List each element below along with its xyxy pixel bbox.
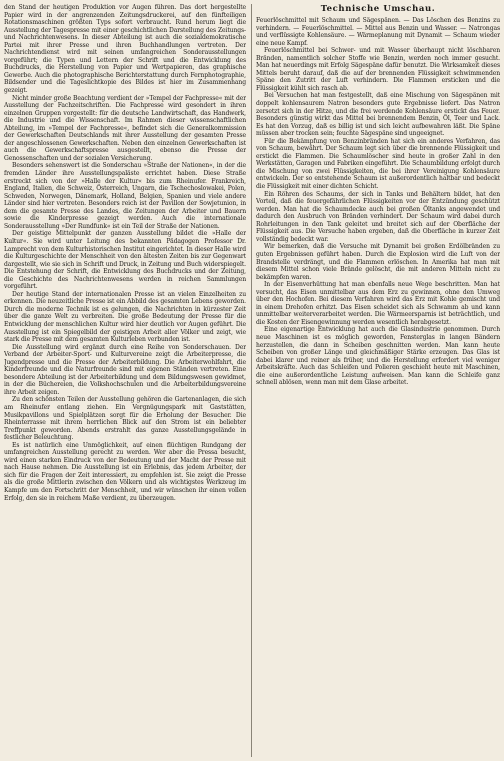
right-paragraph-4: Für die Bekämpfung von Benzinbränden hat sich ein anderes Verfahren, das von Schaum, bewährt. Der Schaum legt sich über die brennende Flüssigkeit und erstickt die Flammen. Die Schaumlöscher sind heute in großer Zahl in den Werkstätten, Garagen und Fabriken eingeführt. Die Schaumbildung erfolgt durch die Mischung von zwei Flüssigkeiten, die bei ihrer Vereinigung Kohlensäure entwickeln. Der so entstehende Schaum ist außerordentlich haltbar und bedeckt die Flüssigkeit mit einer dichten Schicht. [256, 137, 500, 191]
left-paragraph-2: Nicht minder große Beachtung verdient der »Tempel der Fachpresse« mit der Ausstellung der Fachzeitschriften. Die Fachpresse wird gesondert in ihren einzelnen Gruppen vorgestellt: für die deutsche Landwirtschaft, das Handwerk, die Industrie und die Wissenschaft. Im Rahmen dieser wissenschaftlichen Abteilung, im »Tempel der Fachpresse«, befindet sich die Generalkommission der Gewerkschaften Deutschlands mit ihrer Ausstellung der gesamten Presse der angeschlossenen Gewerkschaften. Neben den einzelnen Gewerkschaften ist auch die Gewerkschaftspresse ausgestellt, ebenso die Presse der Genossenschaften und der sozialen Versicherung. [4, 94, 246, 162]
left-paragraph-6: Die Ausstellung wird ergänzt durch eine Reihe von Sonderschauen. Der Verband der Arbeiter-Sport- und Kulturvereine zeigt die Arbeiterpresse, die Jugendpresse und die Presse der Arbeiterbildung. Die Arbeiterwohlfahrt, die Kinderfreunde und die Naturfreunde sind mit eigenen Ständen vertreten. Eine besondere Abteilung ist der Arbeiterbildung und dem Bildungswesen gewidmet, in der die Büchereien, die Volkshochschulen und die Arbeiterbildungsvereine ihre Arbeit zeigen. [4, 343, 246, 396]
left-column [4, 4, 246, 759]
right-paragraph-8: Eine eigenartige Entwicklung hat auch die Glasindustrie genommen. Durch neue Maschinen ist es möglich geworden, Fensterglas in langen Bändern herzustellen, die dann in Scheiben geschnitten werden. Man kann heute Scheiben von großer Länge und gleichmäßiger Stärke erzeugen. Das Glas ist dabei klarer und reiner als früher, und die Herstellung erfordert viel weniger Arbeitskräfte. Auch das Schleifen und Polieren geschieht heute mit Maschinen, die eine außerordentliche Leistung aufweisen. Man kann die Schleife ganz schnell ablösen, wenn man mit dem Glase arbeitet. [256, 326, 500, 387]
left-paragraph-8: Es ist natürlich eine Unmöglichkeit, auf einen flüchtigen Rundgang der umfangreichen Ausstellung gerecht zu werden. Wer aber die Pressa besucht, wird einen starken Eindruck von der Bedeutung und der Macht der Presse mit nach Hause nehmen. Die Ausstellung ist ein Erlebnis, das jedem Arbeiter, der sich für die Fragen der Zeit interessiert, zu empfehlen ist. Sie zeigt die Presse als die große Mittlerin zwischen den Völkern und als wichtigstes Werkzeug im Kampfe um den Fortschritt der Menschheit, und wir wünschen ihr einen vollen Erfolg, den sie in reichem Maße verdient, zu überzeugen. [4, 441, 246, 502]
left-paragraph-5: Der heutige Stand der internationalen Presse ist an vielen Einzelheiten zu erkennen. Die neuzeitliche Presse ist ein Abbild des gesamten Lebens geworden. Durch die moderne Technik ist es gelungen, die Nachrichten in kürzester Zeit über die ganze Welt zu verbreiten. Die große Bedeutung der Presse für die Entwicklung der menschlichen Kultur wird hier deutlich vor Augen geführt. Die Ausstellung ist ein Spiegelbild der geistigen Arbeit aller Völker und zeigt, wie stark die Presse mit dem gesamten Kulturleben verbunden ist. [4, 290, 246, 344]
section-title: Technische Umschau. [320, 4, 436, 14]
right-paragraph-2: Feuerlöschmittel bei Schwer- und mit Wasser überhaupt nicht löschbaren Bränden, namentlich solcher Stoffe wie Benzin, werden noch immer gesucht. Man hat neuerdings mit Erfolg Sägespäne dafür benutzt. Die Wirksamkeit dieses Mittels beruht darauf, daß die auf der brennenden Flüssigkeit schwimmenden Späne den Zutritt der Luft verhindern. Die Flammen ersticken und die Flüssigkeit kühlt sich rasch ab. [256, 47, 500, 92]
left-paragraph-1: den Stand der heutigen Produktion vor Augen führen. Das dort hergestellte Papier wird in der angrenzenden Zeitungsdruckerei, auf den fünfteiligen Rotationsmaschinen größten Typs sofort verbraucht. Rund herum liegt die Ausstellung der Tagespresse mit einer geschichtlichen Darstellung des Zeitungs- und Nachrichtenwesens. In dieser Abteilung ist auch die sozialdemokratische Partei mit ihrer Presse und ihren Buchhandlungen vertreten. Der Nachrichtendienst wird mit seinen umfangreichen Sonderausstellungen vorgeführt; die Typen und Lettern der Schrift und die Entwicklung des Buchdrucks, die Herstellung von Papier und Wertpapieren, das graphische Gewerbe. Auch die photographische Berichterstattung durch Fernphotographie, Bildsender und die Tageslichtkopie des Bildes ist hier im Zusammenhang gezeigt. [4, 4, 246, 95]
right-paragraph-7: In der Eisenverhüttung hat man ebenfalls neue Wege beschritten. Man hat versucht, das Eisen unmittelbar aus dem Erz zu gewinnen, ohne den Umweg über den Hochofen. Bei diesem Verfahren wird das Erz mit Kohle gemischt und in einem Drehofen erhitzt. Das Eisen scheidet sich als Schwamm ab und kann unmittelbar weiterverarbeitet werden. Die Wärmeersparnis ist beträchtlich, und die Kosten der Eisengewinnung werden wesentlich herabgesetzt. [256, 281, 500, 326]
left-paragraph-3: Besonders sehenswert ist die Sonderschau »Straße der Nationen«, in der die fremden Länder ihre Ausstellungspaläste errichtet haben. Diese Straße erstreckt sich von der »Halle der Kultur« bis zum Rheinufer. Frankreich, England, Italien, die Schweiz, Österreich, Ungarn, die Tschechoslowakei, Polen, Schweden, Norwegen, Dänemark, Holland, Belgien, Spanien und viele andere Länder sind hier vertreten. Besonders reich ist der Pavillon der Sowjetunion, in dem die gesamte Presse des Landes, die Zeitungen der Arbeiter und Bauern sowie die Kinderpresse gezeigt werden. Auch die internationale Sonderausstellung »Der Rundfunk« ist ein Teil der Straße der Nationen. [4, 162, 246, 230]
right-paragraph-5: Ein Röhren des Schaums, der sich in Tanks und Behältern bildet, hat den Vorteil, daß die feuergefährlichen Flüssigkeiten vor der Entzündung geschützt werden. Man hat die Schaumdecke auch bei großen Öltanks angewendet und dadurch den Ausbruch von Bränden verhindert. Der Schaum wird dabei durch Rohrleitungen in den Tank geleitet und breitet sich auf der Oberfläche der Flüssigkeit aus. Die Versuche haben ergeben, daß die Oberfläche in kurzer Zeit vollständig bedeckt war. [256, 190, 500, 243]
right-column [256, 4, 500, 759]
left-paragraph-7: Zu den schönsten Teilen der Ausstellung gehören die Gartenanlagen, die sich am Rheinufer entlang ziehen. Ein Vergnügungspark mit Gaststätten, Musikpavillons und Spielplätzen sorgt für die Erholung der Besucher. Die Rheinterrasse mit ihrem herrlichen Blick auf den Strom ist ein beliebter Treffpunkt geworden. Abends erstrahlt das ganze Ausstellungsgelände in festlicher Beleuchtung. [4, 396, 246, 442]
right-paragraph-3: Bei Versuchen hat man festgestellt, daß eine Mischung von Sägespänen mit doppelt kohlensaurem Natron besonders gute Ergebnisse liefert. Das Natron zersetzt sich in der Hitze, und die frei werdende Kohlensäure erstickt das Feuer. Besonders günstig wirkt das Mittel bei brennendem Benzin, Öl, Teer und Lack. Es hat den Vorzug, daß es billig ist und sich leicht aufbewahren läßt. Die Späne müssen aber trocken sein; feuchte Sägespäne sind ungeeignet. [256, 92, 500, 138]
column-divider [251, 4, 252, 757]
right-paragraph-1: Feuerlöschmittel mit Schaum und Sägespänen. — Das Löschen des Benzins zu verhindern. — Feuerlöschmittel. — Mittel aus Benzin und Wasser. — Natrongas und verflüssigte Kohlensäure. — Wärmeplanung mit Dynamit — Schaum wieder eine neue Kampf. [256, 17, 500, 47]
left-paragraph-4: Der geistige Mittelpunkt der ganzen Ausstellung bildet die »Halle der Kultur«. Sie wird unter Leitung des bekannten Pädagogen Professor Dr. Lamprecht von dem Kulturhistorischen Institut eingerichtet. In dieser Halle wird die Kulturgeschichte der Menschheit von den ältesten Zeiten bis zur Gegenwart dargestellt, wie sie sich in Schrift und Druck, in Zeitung und Buch widerspiegelt. Die Entstehung der Schrift, die Entwicklung des Buchdrucks und der Zeitung, die Geschichte des Nachrichtenwesens werden in reichen Sammlungen vorgeführt. [4, 230, 246, 291]
right-paragraph-6: Wir bemerken, daß die Versuche mit Dynamit bei großen Erdölbränden zu guten Ergebnissen geführt haben. Durch die Explosion wird die Luft von der Brandstelle verdrängt, und die Flammen erlöschen. In Amerika hat man mit diesem Mittel schon viele Brände gelöscht, die mit anderen Mitteln nicht zu bekämpfen waren. [256, 243, 500, 281]
